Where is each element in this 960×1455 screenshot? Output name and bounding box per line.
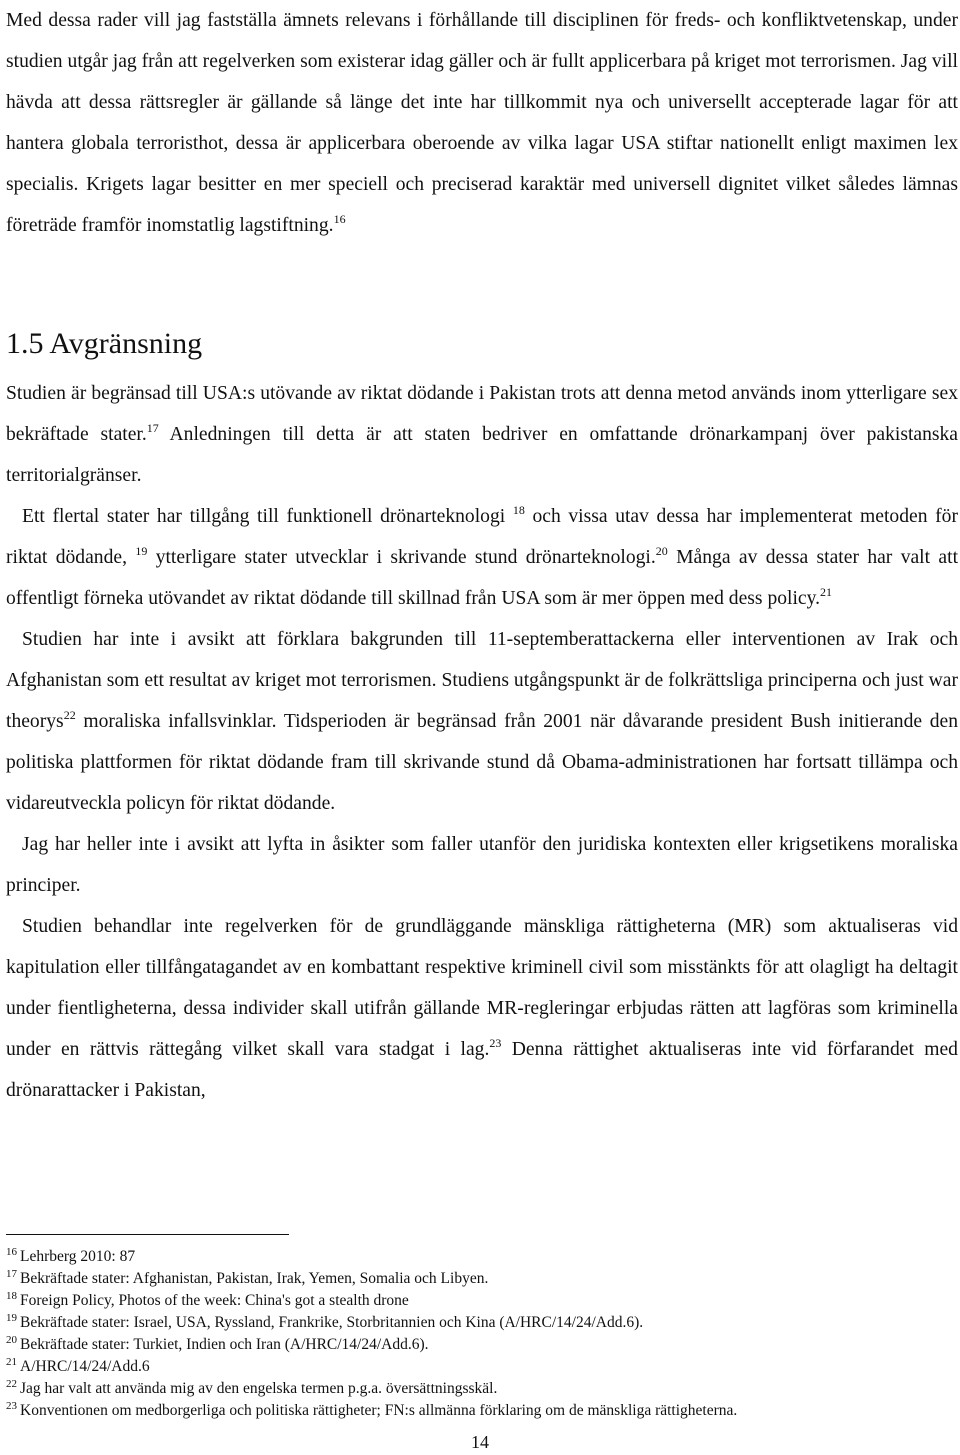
intro-paragraph bbox=[6, 0, 958, 246]
footnote-number: 21 bbox=[6, 1356, 17, 1368]
paragraph-human-rights bbox=[6, 906, 958, 1111]
footnote-number: 18 bbox=[6, 1290, 17, 1302]
footnote-text: Foreign Policy, Photos of the week: China's got a stealth drone bbox=[20, 1292, 409, 1309]
footnote-item bbox=[6, 1378, 956, 1400]
paragraph-text: Studien har inte i avsikt att förklara bakgrunden till 11-septemberattackerna eller interventionen av Irak och Afghanistan som ett resultat av kriget mot terrorismen. Studiens utgångspunkt är de folkrättsliga principerna och just war theorys bbox=[6, 629, 958, 732]
footnote-item bbox=[6, 1334, 956, 1356]
section-body bbox=[6, 373, 958, 1111]
paragraph-text: Anledningen till detta är att staten bedriver en omfattande drönarkampanj över pakistanska territorialgränser. bbox=[6, 424, 959, 486]
footnote-ref-16[interactable]: 16 bbox=[333, 212, 346, 226]
footnote-ref-23[interactable]: 23 bbox=[489, 1036, 502, 1050]
intro-text: Med dessa rader vill jag fastställa ämnets relevans i förhållande till disciplinen för freds- och konfliktvetenskap, under studien utgår jag från att regelverken som existerar idag gäller och är fullt applicerbara på kriget mot terrorismen. Jag vill hävda att dessa rättsregler är gällande så länge det inte har tillkommit nya och universellt accepterade lagar för att hantera globala terroristhot, dessa är applicerbara oberoende av vilka lagar USA stiftar nationellt enligt maximen lex specialis. Krigets lagar besitter en mer speciell och preciserad karaktär med universell dignitet vilket således lämnas företräde framför inomstatlig lagstiftning. bbox=[6, 10, 958, 236]
footnote-item bbox=[6, 1400, 956, 1422]
footnote-text: Konventionen om medborgerliga och politiska rättigheter; FN:s allmänna förklaring om de mänskliga rättigheterna. bbox=[20, 1402, 738, 1419]
paragraph-text: Jag har heller inte i avsikt att lyfta in åsikter som faller utanför den juridiska kontexten eller krigsetikens moraliska principer. bbox=[6, 834, 958, 896]
footnote-ref-18[interactable]: 18 bbox=[512, 503, 525, 517]
paragraph-opinions bbox=[6, 824, 958, 906]
paragraph-text: Denna rättighet aktualiseras inte vid förfarandet med drönarattacker i Pakistan, bbox=[6, 1039, 958, 1101]
footnote-number: 20 bbox=[6, 1334, 17, 1346]
footnote-ref-19[interactable]: 19 bbox=[135, 544, 148, 558]
footnote-text: Jag har valt att använda mig av den engelska termen p.g.a. översättningsskäl. bbox=[20, 1380, 498, 1397]
footnote-number: 16 bbox=[6, 1246, 17, 1258]
footnote-ref-22[interactable]: 22 bbox=[63, 708, 76, 722]
footnote-text: A/HRC/14/24/Add.6 bbox=[20, 1358, 150, 1375]
section-heading: 1.5 Avgränsning bbox=[6, 327, 203, 360]
footnote-text: Bekräftade stater: Israel, USA, Ryssland, Frankrike, Storbritannien och Kina (A/HRC/14/24/Add.6). bbox=[20, 1314, 644, 1331]
footnote-ref-17[interactable]: 17 bbox=[146, 421, 159, 435]
footnote-item bbox=[6, 1268, 956, 1290]
footnote-divider bbox=[6, 1234, 289, 1235]
footnote-number: 23 bbox=[6, 1400, 17, 1412]
footnote-text: Bekräftade stater: Afghanistan, Pakistan, Irak, Yemen, Somalia och Libyen. bbox=[20, 1270, 489, 1287]
footnote-item bbox=[6, 1290, 956, 1312]
paragraph-text: Många av dessa stater har valt att offentligt förneka utövandet av riktat dödande till skillnad från USA som är mer öppen med dess policy. bbox=[6, 547, 959, 609]
footnote-item bbox=[6, 1356, 956, 1378]
footnote-ref-21[interactable]: 21 bbox=[820, 585, 833, 599]
paragraph-scope bbox=[6, 373, 958, 496]
paragraph-text: Studien behandlar inte regelverken för de grundläggande mänskliga rättigheterna (MR) som aktualiseras vid kapitulation eller tillfångatagandet av en kombattant respektive kriminell civil som misstänkts för att olagligt ha deltagit under fientligheterna, dessa individer skall utifrån gällande MR-regleringar erbjudas rätten att lagföras som kriminella under en rättvis rättegång vilket skall vara stadgat i lag. bbox=[6, 916, 958, 1060]
footnote-number: 17 bbox=[6, 1268, 17, 1280]
footnote-list bbox=[6, 1246, 956, 1422]
paragraph-drone-states bbox=[6, 496, 958, 619]
paragraph-text: Ett flertal stater har tillgång till funktionell drönarteknologi bbox=[22, 506, 513, 527]
footnote-ref-20[interactable]: 20 bbox=[655, 544, 668, 558]
paragraph-text: moraliska infallsvinklar. Tidsperioden är begränsad från 2001 när dåvarande president Bush initierande den politiska plattformen för riktat dödande fram till skrivande stund då Obama-administrationen har fortsatt tillämpa och vidareutveckla policyn för riktat dödande. bbox=[6, 711, 958, 814]
paragraph-text: Studien är begränsad till USA:s utövande av riktat dödande i Pakistan trots att denna metod används inom ytterligare sex bekräftade stater. bbox=[6, 383, 958, 445]
footnote-number: 19 bbox=[6, 1312, 17, 1324]
paragraph-background bbox=[6, 619, 958, 824]
footnote-text: Lehrberg 2010: 87 bbox=[20, 1248, 136, 1265]
footnote-item bbox=[6, 1246, 956, 1268]
paragraph-text: ytterligare stater utvecklar i skrivande stund drönarteknologi. bbox=[147, 547, 656, 568]
footnote-text: Bekräftade stater: Turkiet, Indien och Iran (A/HRC/14/24/Add.6). bbox=[20, 1336, 429, 1353]
footnote-number: 22 bbox=[6, 1378, 17, 1390]
page-number: 14 bbox=[471, 1432, 489, 1452]
paragraph-text: och vissa utav dessa har implementerat metoden för riktat dödande, bbox=[6, 506, 958, 568]
intro-paragraph-block bbox=[6, 0, 958, 246]
footnote-item bbox=[6, 1312, 956, 1334]
